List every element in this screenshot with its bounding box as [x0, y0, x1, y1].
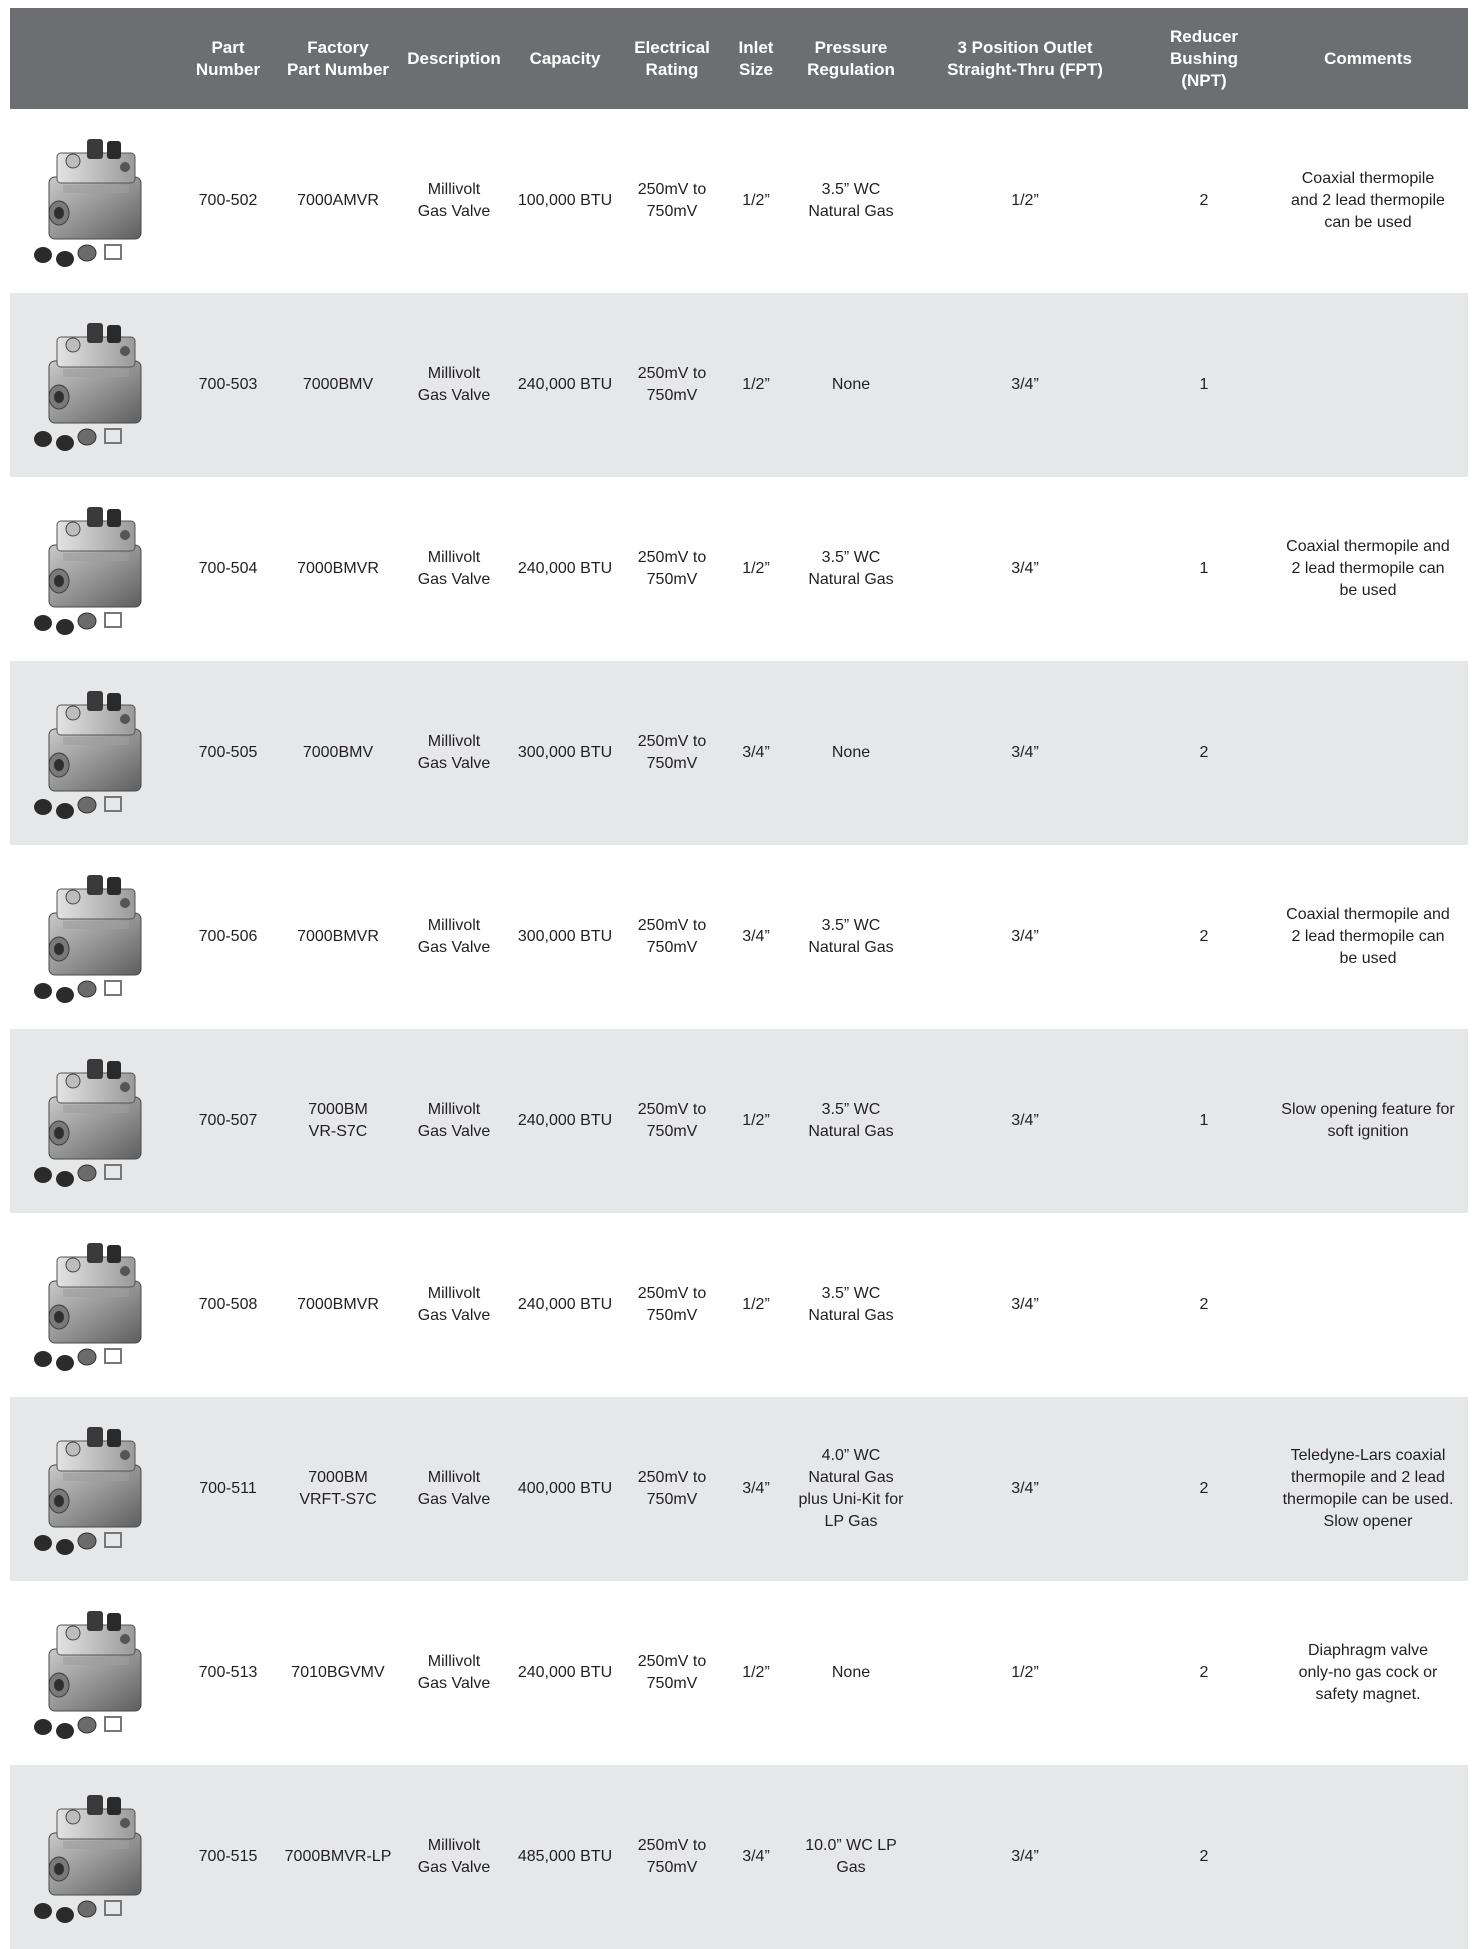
inlet-size-cell: 3/4”: [742, 744, 770, 761]
inlet-size-cell: 1/2”: [742, 1296, 770, 1313]
header-inlet-size: Inlet Size: [720, 8, 792, 109]
gas-valve-icon: [21, 867, 171, 1007]
capacity-cell: 240,000 BTU: [517, 376, 613, 393]
electrical-rating-cell: 250mV to 750mV: [637, 917, 707, 956]
product-image-cell: [10, 477, 182, 661]
gas-valve-icon: [21, 315, 171, 455]
product-image-cell: [10, 293, 182, 477]
reducer-bushing-cell: 2: [1199, 928, 1209, 945]
pressure-regulation-cell: None: [831, 744, 871, 761]
reducer-bushing-cell: 1: [1199, 1112, 1209, 1129]
product-image-cell: [10, 1397, 182, 1581]
description-cell: Millivolt Gas Valve: [417, 1285, 491, 1324]
outlet-cell: 3/4”: [1011, 1296, 1039, 1313]
electrical-rating-cell: 250mV to 750mV: [637, 733, 707, 772]
factory-part-number-cell: 7000BM VR-S7C: [308, 1101, 368, 1140]
part-number-cell: 700-504: [198, 560, 258, 577]
inlet-size-cell: 1/2”: [742, 376, 770, 393]
electrical-rating-cell: 250mV to 750mV: [637, 549, 707, 588]
part-number-cell: 700-505: [198, 744, 258, 761]
comments-cell: [1268, 1765, 1468, 1949]
table-body: [10, 109, 1468, 1949]
parts-table-container: [10, 8, 1468, 1949]
gas-valve-icon: [21, 1787, 171, 1927]
comments-cell: Coaxial thermopile and 2 lead thermopile can be used: [1286, 906, 1450, 967]
reducer-bushing-cell: 2: [1199, 1848, 1209, 1865]
outlet-cell: 3/4”: [1011, 560, 1039, 577]
table-row: [10, 1029, 1468, 1213]
part-number-cell: 700-515: [198, 1848, 258, 1865]
electrical-rating-cell: 250mV to 750mV: [637, 1837, 707, 1876]
inlet-size-cell: 3/4”: [742, 1480, 770, 1497]
factory-part-number-cell: 7000BMVR: [297, 560, 379, 577]
inlet-size-cell: 1/2”: [742, 560, 770, 577]
factory-part-number-cell: 7010BGVMV: [291, 1664, 385, 1681]
description-cell: Millivolt Gas Valve: [417, 1837, 491, 1876]
factory-part-number-cell: 7000AMVR: [297, 192, 379, 209]
part-number-cell: 700-507: [198, 1112, 258, 1129]
product-image-cell: [10, 1581, 182, 1765]
capacity-cell: 240,000 BTU: [517, 1296, 613, 1313]
electrical-rating-cell: 250mV to 750mV: [637, 1469, 707, 1508]
capacity-cell: 240,000 BTU: [517, 560, 613, 577]
outlet-cell: 3/4”: [1011, 928, 1039, 945]
factory-part-number-cell: 7000BMV: [302, 376, 374, 393]
header-factory-part-number: Factory Part Number: [274, 8, 402, 109]
table-row: [10, 293, 1468, 477]
factory-part-number-cell: 7000BMVR: [297, 1296, 379, 1313]
header-pressure-regulation: Pressure Regulation: [792, 8, 910, 109]
outlet-cell: 1/2”: [1011, 192, 1039, 209]
header-image: [10, 8, 182, 109]
reducer-bushing-cell: 2: [1199, 1664, 1209, 1681]
header-comments: Comments: [1268, 8, 1468, 109]
comments-cell: Coaxial thermopile and 2 lead thermopile can be used: [1286, 538, 1450, 599]
comments-cell: Teledyne-Lars coaxial thermopile and 2 lead thermopile can be used. Slow opener: [1282, 1447, 1454, 1530]
header-electrical-rating: Electrical Rating: [624, 8, 720, 109]
reducer-bushing-cell: 2: [1199, 192, 1209, 209]
factory-part-number-cell: 7000BMV: [302, 744, 374, 761]
product-image-cell: [10, 661, 182, 845]
gas-valve-icon: [21, 499, 171, 639]
electrical-rating-cell: 250mV to 750mV: [637, 1653, 707, 1692]
electrical-rating-cell: 250mV to 750mV: [637, 1101, 707, 1140]
factory-part-number-cell: 7000BMVR: [297, 928, 379, 945]
description-cell: Millivolt Gas Valve: [417, 181, 491, 220]
description-cell: Millivolt Gas Valve: [417, 1101, 491, 1140]
part-number-cell: 700-511: [199, 1480, 257, 1497]
product-image-cell: [10, 109, 182, 293]
description-cell: Millivolt Gas Valve: [417, 1469, 491, 1508]
reducer-bushing-cell: 2: [1199, 1480, 1209, 1497]
capacity-cell: 300,000 BTU: [517, 744, 613, 761]
table-header-row: [10, 8, 1468, 109]
factory-part-number-cell: 7000BM VRFT-S7C: [299, 1469, 377, 1508]
outlet-cell: 3/4”: [1011, 744, 1039, 761]
inlet-size-cell: 1/2”: [742, 1112, 770, 1129]
capacity-cell: 300,000 BTU: [517, 928, 613, 945]
capacity-cell: 240,000 BTU: [517, 1664, 613, 1681]
table-row: [10, 477, 1468, 661]
electrical-rating-cell: 250mV to 750mV: [637, 181, 707, 220]
table-row: [10, 661, 1468, 845]
header-description: Description: [402, 8, 506, 109]
description-cell: Millivolt Gas Valve: [417, 549, 491, 588]
product-image-cell: [10, 845, 182, 1029]
outlet-cell: 3/4”: [1011, 376, 1039, 393]
comments-cell: Coaxial thermopile and 2 lead thermopile can be used: [1291, 170, 1445, 231]
outlet-cell: 3/4”: [1011, 1848, 1039, 1865]
outlet-cell: 1/2”: [1011, 1664, 1039, 1681]
comments-cell: Diaphragm valve only-no gas cock or safety magnet.: [1298, 1642, 1438, 1703]
header-outlet: 3 Position Outlet Straight-Thru (FPT): [910, 8, 1140, 109]
inlet-size-cell: 3/4”: [742, 1848, 770, 1865]
product-image-cell: [10, 1765, 182, 1949]
table-row: [10, 1765, 1468, 1949]
part-number-cell: 700-508: [198, 1296, 258, 1313]
inlet-size-cell: 1/2”: [742, 192, 770, 209]
pressure-regulation-cell: 3.5” WC Natural Gas: [808, 1101, 894, 1140]
pressure-regulation-cell: 3.5” WC Natural Gas: [808, 181, 894, 220]
gas-valve-icon: [21, 683, 171, 823]
part-number-cell: 700-502: [198, 192, 258, 209]
reducer-bushing-cell: 2: [1199, 744, 1209, 761]
comments-cell: [1268, 1213, 1468, 1397]
outlet-cell: 3/4”: [1011, 1480, 1039, 1497]
table-row: [10, 1581, 1468, 1765]
description-cell: Millivolt Gas Valve: [417, 733, 491, 772]
gas-valve-icon: [21, 1419, 171, 1559]
description-cell: Millivolt Gas Valve: [417, 1653, 491, 1692]
reducer-bushing-cell: 2: [1199, 1296, 1209, 1313]
table-row: [10, 845, 1468, 1029]
comments-cell: Slow opening feature for soft ignition: [1281, 1101, 1455, 1140]
part-number-cell: 700-503: [198, 376, 258, 393]
capacity-cell: 100,000 BTU: [517, 192, 613, 209]
capacity-cell: 400,000 BTU: [517, 1480, 613, 1497]
product-image-cell: [10, 1029, 182, 1213]
table-row: [10, 1397, 1468, 1581]
gas-valve-icon: [21, 1235, 171, 1375]
gas-valve-icon: [21, 1051, 171, 1191]
capacity-cell: 240,000 BTU: [517, 1112, 613, 1129]
part-number-cell: 700-506: [198, 928, 258, 945]
header-part-number: Part Number: [182, 8, 274, 109]
pressure-regulation-cell: 4.0” WC Natural Gas plus Uni-Kit for LP Gas: [798, 1447, 904, 1530]
outlet-cell: 3/4”: [1011, 1112, 1039, 1129]
part-number-cell: 700-513: [198, 1664, 258, 1681]
header-capacity: Capacity: [506, 8, 624, 109]
description-cell: Millivolt Gas Valve: [417, 917, 491, 956]
gas-valve-parts-table: [10, 8, 1468, 1949]
gas-valve-icon: [21, 131, 171, 271]
table-row: [10, 1213, 1468, 1397]
pressure-regulation-cell: 3.5” WC Natural Gas: [808, 917, 894, 956]
capacity-cell: 485,000 BTU: [517, 1848, 613, 1865]
electrical-rating-cell: 250mV to 750mV: [637, 365, 707, 404]
inlet-size-cell: 1/2”: [742, 1664, 770, 1681]
product-image-cell: [10, 1213, 182, 1397]
reducer-bushing-cell: 1: [1199, 376, 1209, 393]
header-reducer-bushing: Reducer Bushing (NPT): [1140, 8, 1268, 109]
table-row: [10, 109, 1468, 293]
factory-part-number-cell: 7000BMVR-LP: [284, 1848, 392, 1865]
inlet-size-cell: 3/4”: [742, 928, 770, 945]
electrical-rating-cell: 250mV to 750mV: [637, 1285, 707, 1324]
description-cell: Millivolt Gas Valve: [417, 365, 491, 404]
pressure-regulation-cell: 10.0” WC LP Gas: [805, 1837, 897, 1876]
pressure-regulation-cell: None: [831, 376, 871, 393]
pressure-regulation-cell: 3.5” WC Natural Gas: [808, 549, 894, 588]
gas-valve-icon: [21, 1603, 171, 1743]
pressure-regulation-cell: None: [831, 1664, 871, 1681]
reducer-bushing-cell: 1: [1199, 560, 1209, 577]
comments-cell: [1268, 293, 1468, 477]
pressure-regulation-cell: 3.5” WC Natural Gas: [808, 1285, 894, 1324]
comments-cell: [1268, 661, 1468, 845]
